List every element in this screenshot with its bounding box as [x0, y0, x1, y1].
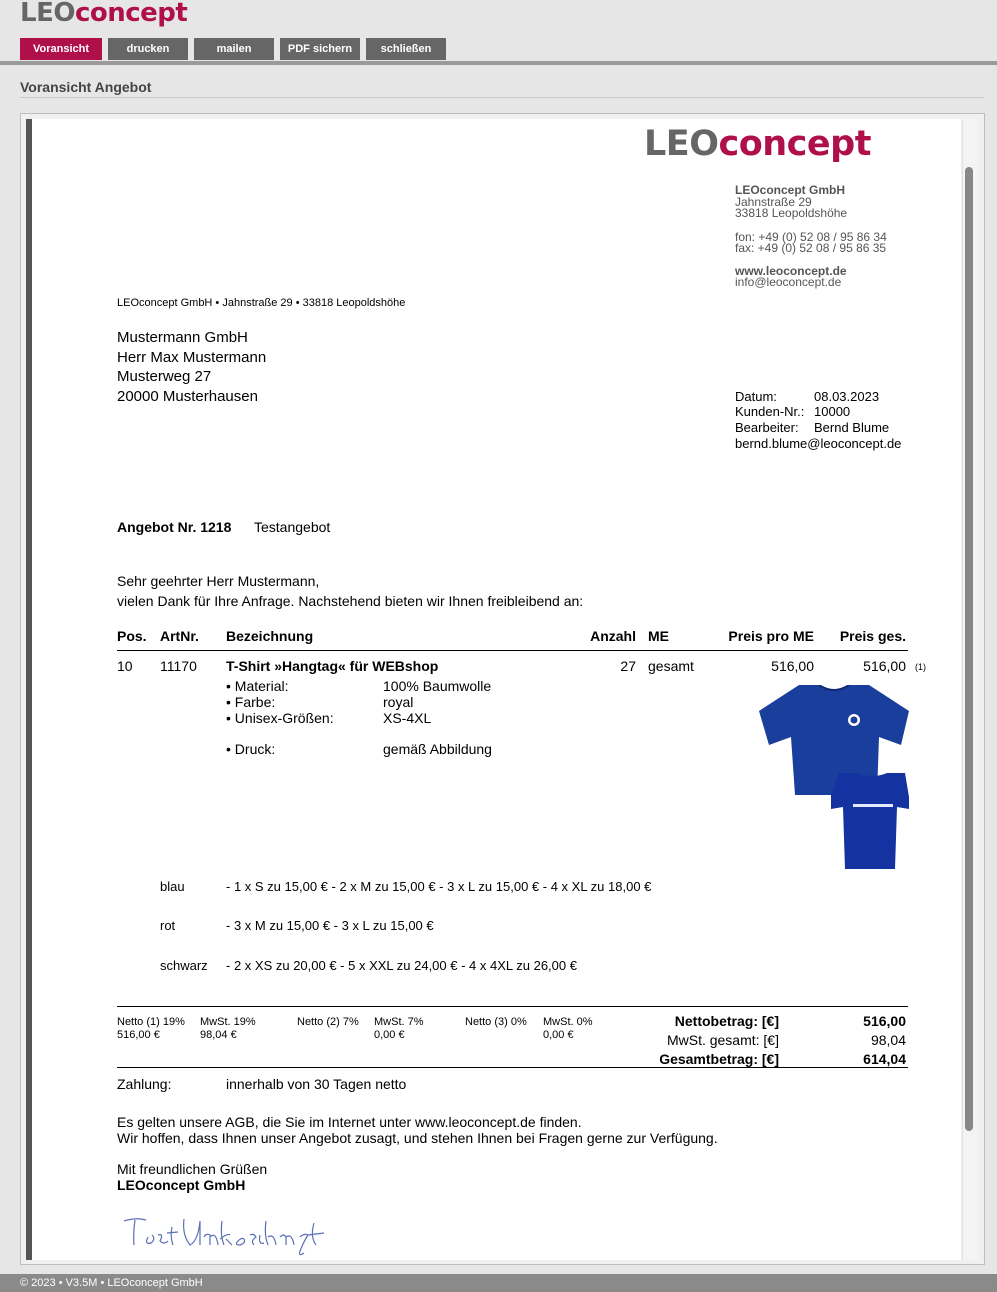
attr-value: 100% Baumwolle	[383, 678, 492, 694]
document-logo: LEOconcept	[644, 124, 871, 164]
item-tax-ref: (1)	[915, 662, 926, 672]
tax-vat-label: MwSt. 19%	[200, 1016, 256, 1028]
recipient-line: Musterweg 27	[117, 368, 212, 385]
tax-net-value: 516,00 €	[117, 1029, 160, 1041]
app-footer	[0, 1274, 997, 1292]
attr-value: royal	[383, 694, 414, 710]
payment-terms: innerhalb von 30 Tagen netto	[226, 1076, 407, 1092]
tax-vat-value: 0,00 €	[543, 1029, 574, 1041]
customer-no-value: 10000	[814, 404, 851, 419]
col-artnr: ArtNr.	[160, 628, 199, 644]
tax-vat-value: 98,04 €	[200, 1029, 237, 1041]
totals-bottom-rule	[117, 1067, 908, 1068]
col-description: Bezeichnung	[226, 628, 314, 644]
col-unit-price: Preis pro ME	[728, 628, 814, 644]
sender-name: LEOconcept GmbH	[735, 183, 846, 197]
variant-detail: - 1 x S zu 15,00 € - 2 x M zu 15,00 € - 3 x L zu 15,00 € - 4 x XL zu 18,00 €	[226, 879, 652, 894]
recipient-address	[117, 328, 266, 406]
vat-total-value: 98,04	[870, 1032, 906, 1048]
col-unit: ME	[648, 628, 669, 644]
col-total-price: Preis ges.	[839, 628, 906, 644]
attr-value: XS-4XL	[383, 710, 432, 726]
table-header-rule	[117, 650, 908, 651]
mail-button[interactable]: mailen	[194, 38, 274, 60]
item-quantity: 27	[620, 658, 636, 674]
agb-text: Es gelten unsere AGB, die Sie im Internet unter www.leoconcept.de finden.	[117, 1114, 582, 1130]
variant-detail: - 3 x M zu 15,00 € - 3 x L zu 15,00 €	[226, 918, 434, 933]
app-logo: LEOconcept	[20, 0, 188, 28]
return-address: LEOconcept GmbH • Jahnstraße 29 • 33818 Leopoldshöhe	[117, 297, 406, 309]
tax-vat-label: MwSt. 0%	[543, 1016, 593, 1028]
net-total-label: Nettobetrag: [€]	[674, 1013, 779, 1029]
editor-email: bernd.blume@leoconcept.de	[735, 436, 902, 451]
signature-image	[120, 1211, 340, 1259]
close-button[interactable]: schließen	[366, 38, 446, 60]
item-artnr: 11170	[160, 658, 197, 674]
grand-total-label: Gesamtbetrag: [€]	[659, 1051, 779, 1067]
vat-total-label: MwSt. gesamt: [€]	[666, 1032, 779, 1048]
sender-web: www.leoconcept.de	[735, 263, 847, 278]
sender-fon: fon: +49 (0) 52 08 / 95 86 34	[735, 229, 887, 244]
item-title: T-Shirt »Hangtag« für WEBshop	[226, 658, 439, 674]
item-unit-price: 516,00	[771, 658, 814, 674]
attr-label: • Druck:	[226, 741, 276, 757]
editor-value: Bernd Blume	[814, 420, 890, 435]
recipient-line: Herr Max Mustermann	[117, 348, 267, 366]
offer-title: Testangebot	[254, 519, 331, 535]
sender-street: Jahnstraße 29	[735, 194, 812, 209]
customer-no-label: Kunden-Nr.:	[735, 404, 805, 419]
print-button[interactable]: drucken	[108, 38, 188, 60]
tax-net-label: Netto (3) 0%	[465, 1016, 527, 1028]
company-name: LEOconcept GmbH	[117, 1177, 246, 1193]
sender-city: 33818 Leopoldshöhe	[735, 206, 848, 220]
grand-total-value: 614,04	[863, 1051, 906, 1067]
sender-block	[735, 185, 887, 289]
item-total-price: 516,00	[863, 658, 906, 674]
title-divider	[20, 97, 984, 98]
attr-value: gemäß Abbildung	[383, 741, 492, 757]
save-pdf-button[interactable]: PDF sichern	[280, 38, 360, 60]
item-pos: 10	[117, 658, 133, 674]
tax-net-label: Netto (1) 19%	[117, 1016, 185, 1028]
net-total-value: 516,00	[863, 1013, 906, 1029]
scrollbar-thumb[interactable]	[965, 167, 973, 1131]
intro-text: vielen Dank für Ihre Anfrage. Nachstehend bieten wir Ihnen freibleibend an:	[117, 593, 584, 609]
t-shirt-icon	[759, 685, 909, 869]
recipient-line: Mustermann GmbH	[117, 329, 248, 346]
regards: Mit freundlichen Grüßen	[117, 1161, 268, 1177]
offer-number: Angebot Nr. 1218	[117, 519, 232, 535]
tax-vat-value: 0,00 €	[374, 1029, 405, 1041]
attr-label: • Material:	[226, 678, 289, 694]
recipient-line: 20000 Musterhausen	[117, 387, 258, 405]
page-title: Voransicht Angebot	[20, 79, 152, 95]
variant-detail: - 2 x XS zu 20,00 € - 5 x XXL zu 24,00 € - 4 x 4XL zu 26,00 €	[226, 958, 577, 973]
greeting: Sehr geehrter Herr Mustermann,	[117, 573, 320, 589]
sender-email: info@leoconcept.de	[735, 275, 842, 289]
sender-fax: fax: +49 (0) 52 08 / 95 86 35	[735, 241, 887, 255]
toolbar-divider	[0, 61, 997, 65]
attr-label: • Farbe:	[226, 694, 276, 710]
col-quantity: Anzahl	[590, 628, 636, 644]
col-pos: Pos.	[117, 628, 147, 644]
date-label: Datum:	[735, 389, 777, 404]
totals-top-rule	[117, 1006, 908, 1007]
variant-color: schwarz	[160, 958, 208, 973]
document-sheet	[26, 119, 961, 1260]
tax-net-label: Netto (2) 7%	[297, 1016, 359, 1028]
preview-button[interactable]: Voransicht	[20, 38, 102, 60]
closing-text: Wir hoffen, dass Ihnen unser Angebot zusagt, und stehen Ihnen bei Fragen gerne zur Verfügung.	[117, 1130, 718, 1146]
attr-label: • Unisex-Größen:	[226, 710, 334, 726]
variant-color: blau	[160, 879, 185, 894]
item-unit: gesamt	[648, 658, 694, 674]
payment-label: Zahlung:	[117, 1076, 172, 1092]
footer-text: © 2023 • V3.5M • LEOconcept GmbH	[20, 1277, 203, 1289]
editor-label: Bearbeiter:	[735, 420, 799, 435]
variant-color: rot	[160, 918, 176, 933]
date-value: 08.03.2023	[814, 389, 880, 404]
tax-vat-label: MwSt. 7%	[374, 1016, 424, 1028]
